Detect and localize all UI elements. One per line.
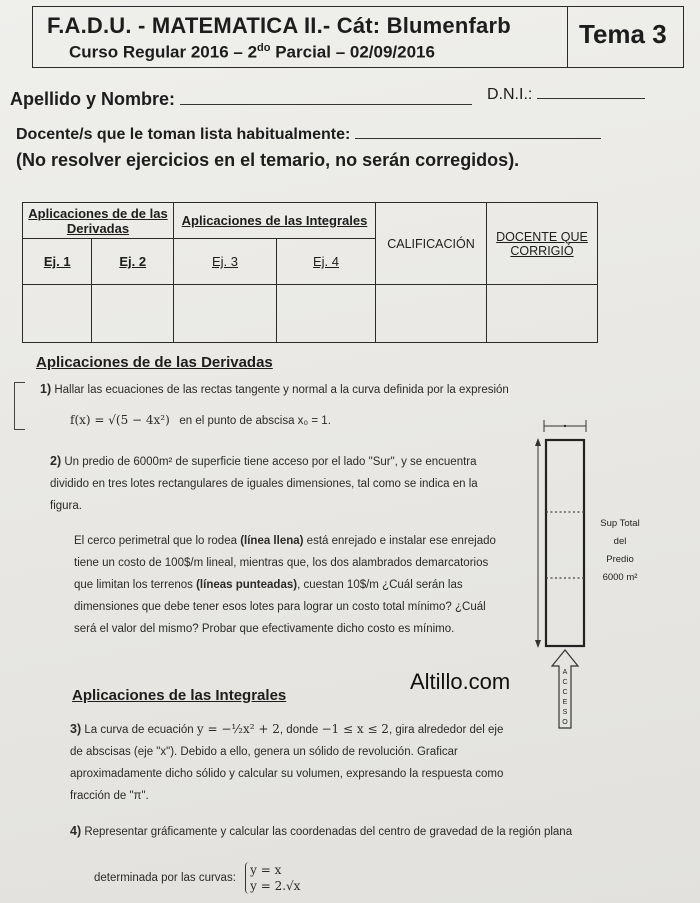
ej3-header: Ej. 3: [174, 239, 277, 285]
name-field: [10, 86, 472, 110]
name-label: Apellido y Nombre:: [10, 89, 176, 109]
bold-linea-llena: (línea llena): [240, 535, 304, 547]
plot-perimeter: [546, 440, 584, 646]
exercise-3-number: 3): [70, 722, 82, 736]
exercise-2-text-a: Un predio de 6000m² de superficie tiene acceso por el lado "Sur", y se encuentra dividido en tres lotes rectangulares de iguales dimensiones, tal como se indica en la figura.: [50, 456, 478, 512]
exercise-3: 3) La curva de ecuación y = −½x² + 2, donde −1 ≤ x ≤ 2, gira alrededor del eje de abscisas (eje "x"). Debido a ello, genera un sólido de revolución. Graficar aproximadamente dicho sólido y calcular su volumen, expresando la respuesta como fracción de "π".: [70, 722, 504, 802]
ej4-header: Ej. 4: [277, 239, 376, 285]
curve-system-brace: [245, 862, 300, 894]
instruction-note: (No resolver ejercicios en el temario, no serán corregidos).: [16, 150, 520, 170]
dni-blank[interactable]: [537, 80, 645, 99]
exam-subtitle: Curso Regular $2016 - 2^{do}$ Parcial – 02/09/2016: [69, 42, 435, 62]
exercise-4: [70, 820, 690, 843]
exercise-1-expression: [70, 409, 470, 432]
plot-area-label: [600, 518, 639, 583]
header-left: [33, 7, 568, 67]
name-blank[interactable]: [180, 86, 472, 105]
tema-label: Tema 3: [579, 19, 667, 49]
ej1-score-cell[interactable]: [23, 285, 92, 343]
access-letter: C: [562, 679, 568, 686]
width-dimension-arrow: [544, 420, 586, 432]
header-box: [32, 6, 684, 68]
access-letter: E: [562, 699, 568, 706]
exercise-1-number: 1): [40, 382, 52, 396]
exercise-4-text: Representar gráficamente y calcular las coordenadas del centro de gravedad de la región plana: [84, 826, 573, 838]
exercise-2-intro: [50, 450, 498, 517]
ej2-header: Ej. 2: [92, 239, 174, 285]
exercise-1: [40, 378, 672, 401]
watermark-altillo: Altillo.com: [410, 669, 511, 694]
group-derivadas-header: Aplicaciones de de las Derivadas: [23, 203, 174, 239]
exercise-3-equation: y = −½x² + 2: [196, 722, 280, 736]
ej1-header: Ej. 1: [23, 239, 92, 285]
svg-text:Sup Total: Sup Total: [600, 518, 640, 529]
svg-text:Predio: Predio: [606, 554, 634, 565]
access-letter: A: [562, 669, 568, 676]
calificacion-cell[interactable]: [376, 285, 487, 343]
exercise-3-domain: −1 ≤ x ≤ 2: [321, 722, 389, 736]
exercise-4-number: 4): [70, 824, 82, 838]
docente-blank[interactable]: [355, 120, 601, 139]
section-derivadas-title: Aplicaciones de de las Derivadas: [36, 354, 273, 371]
curve-1: y = x: [250, 863, 282, 877]
dni-field: [487, 80, 645, 104]
calificacion-header: CALIFICACIÓN: [376, 203, 487, 285]
docente-label: Docente/s que le toman lista habitualmente:: [16, 126, 351, 143]
svg-text:6000 m²: 6000 m²: [602, 572, 638, 583]
exercise-2-body: El cerco perimetral que lo rodea (línea llena) está enrejado e instalar ese enrejado tiene un costo de 100$/m lineal, mientras que, los dos alambrados demarcatorios que limitan los terrenos (líneas punteadas), cuestan 10$/m ¿Cuál serán las dimensiones que debe tener esos lotes para lograr un costo total mínimo? ¿Cuál será el valor del mismo? Probar que efectivamente dicho costo es mínimo.: [74, 535, 496, 635]
bold-lineas-punteadas: (líneas punteadas): [196, 579, 298, 591]
exercise-bracket: [14, 382, 25, 430]
docente-cell[interactable]: [487, 285, 598, 343]
access-letter: C: [562, 689, 568, 696]
ej3-score-cell[interactable]: [174, 285, 277, 343]
land-plot-figure: [530, 418, 690, 748]
exercise-1-point: en el punto de abscisa x₀ = 1.: [179, 415, 331, 427]
exam-title: F.A.D.U. - MATEMATICA II.- Cát: Blumenfarb: [47, 13, 511, 38]
section-integrales-title: Aplicaciones de las Integrales: [72, 687, 287, 704]
svg-text:del: del: [613, 536, 627, 547]
dni-label: D.N.I.:: [487, 86, 533, 103]
height-dimension-arrow: [535, 438, 541, 648]
exercise-1-text: Hallar las ecuaciones de las rectas tangente y normal a la curva definida por la expresión: [54, 384, 509, 396]
access-letter: S: [562, 709, 568, 716]
group-integrales-header: Aplicaciones de las Integrales: [174, 203, 376, 239]
ej4-score-cell[interactable]: [277, 285, 376, 343]
access-letter: O: [562, 719, 568, 726]
docente-field: [16, 120, 601, 144]
ej2-score-cell[interactable]: [92, 285, 174, 343]
exercise-4-curves: determinada por las curvas: y = x y = 2.√x: [94, 863, 301, 893]
docente-header: DOCENTE QUE CORRIGIÓ: [487, 203, 598, 285]
curve-2: y = 2.√x: [250, 879, 301, 893]
grade-table: [22, 202, 598, 343]
access-label: [562, 669, 568, 726]
exercise-1-function: f(x) = √(5 − 4x²): [70, 413, 170, 427]
exercise-2-number: 2): [50, 454, 62, 468]
